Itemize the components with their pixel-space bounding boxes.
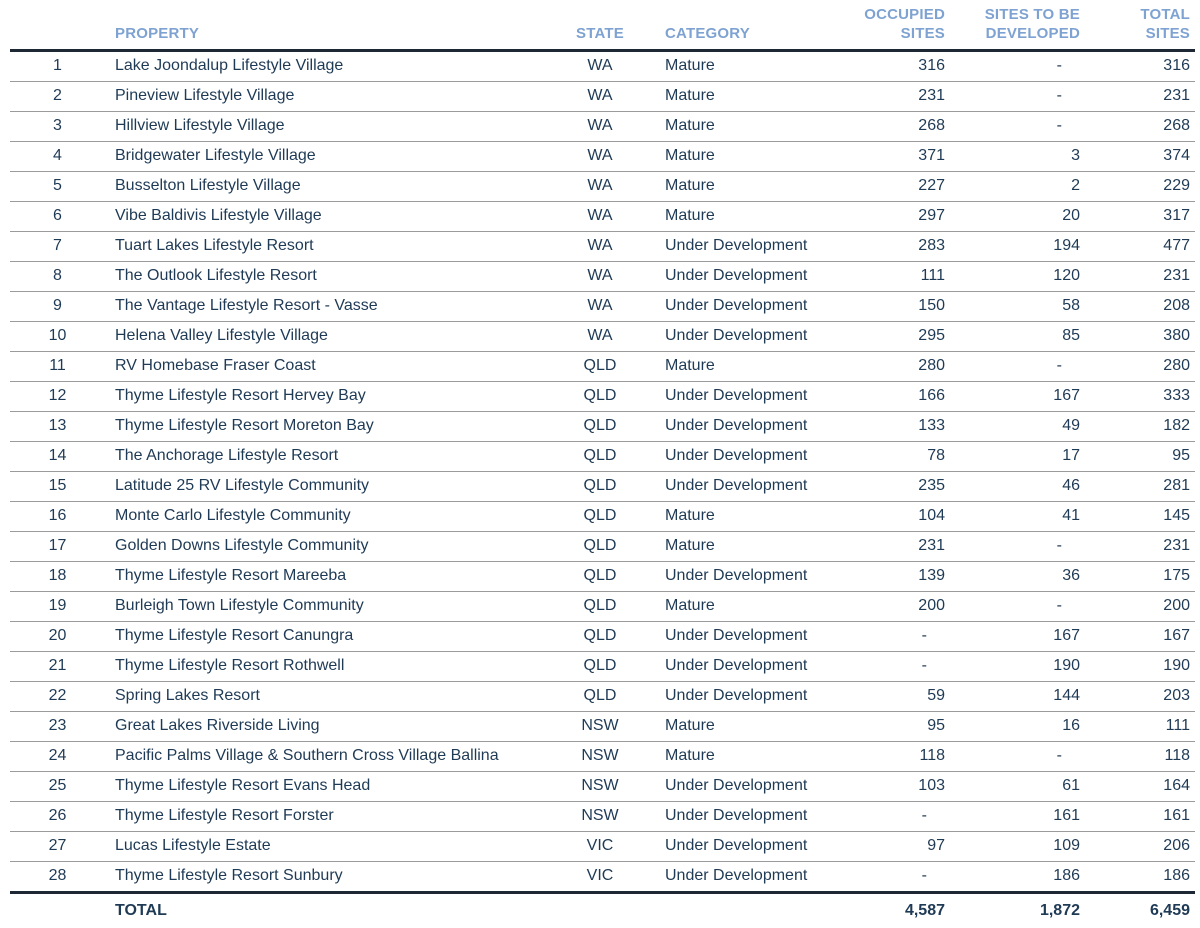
cell-total-sites: 231: [1085, 261, 1195, 291]
cell-occupied-sites: 268: [845, 111, 950, 141]
cell-category: Mature: [645, 501, 845, 531]
cell-total-sites: 268: [1085, 111, 1195, 141]
cell-property-name: The Vantage Lifestyle Resort - Vasse: [105, 291, 555, 321]
table-row: [10, 561, 1195, 591]
cell-sites-to-be-developed: 16: [950, 711, 1085, 741]
cell-property-name: Thyme Lifestyle Resort Rothwell: [105, 651, 555, 681]
cell-total-sites: 380: [1085, 321, 1195, 351]
cell-total-sites: 200: [1085, 591, 1195, 621]
table-row: [10, 831, 1195, 861]
cell-property-name: Lake Joondalup Lifestyle Village: [105, 50, 555, 81]
cell-row-number: 23: [10, 711, 105, 741]
cell-total-sites: 186: [1163, 867, 1190, 884]
table-row: [10, 171, 1195, 201]
cell-state: QLD: [555, 351, 645, 381]
table-row: [10, 651, 1195, 681]
cell-sites-to-be-developed: -: [950, 111, 1085, 141]
table-row: [10, 741, 1195, 771]
cell-property-name: Spring Lakes Resort: [105, 681, 555, 711]
cell-total-sites: 206: [1085, 831, 1195, 861]
col-header-property: [105, 2, 555, 50]
cell-category: Under Development: [645, 681, 845, 711]
cell-property-name: Great Lakes Riverside Living: [105, 711, 555, 741]
col-header-category-label: CATEGORY: [665, 24, 750, 42]
cell-row-number: 10: [10, 321, 105, 351]
cell-total-sites: 208: [1085, 291, 1195, 321]
cell-total-sites: 161: [1085, 801, 1195, 831]
cell-row-number: 13: [10, 411, 105, 441]
table-row: [10, 381, 1195, 411]
cell-sites-to-be-developed: -: [950, 591, 1085, 621]
cell-row-number: 22: [10, 681, 105, 711]
cell-sites-to-be-developed: 36: [950, 561, 1085, 591]
table-header: [10, 2, 1195, 50]
table-row: [10, 621, 1195, 651]
table-row: [10, 50, 1195, 81]
cell-row-number: 5: [10, 171, 105, 201]
cell-sites-to-be-developed: -: [950, 351, 1085, 381]
cell-total-sites: 111: [1085, 711, 1195, 741]
cell-property-name: Hillview Lifestyle Village: [105, 111, 555, 141]
cell-state: NSW: [555, 741, 645, 771]
cell-sites-to-be-developed: 49: [950, 411, 1085, 441]
table-row: [10, 411, 1195, 441]
cell-state: QLD: [555, 471, 645, 501]
cell-occupied-sites: -: [845, 651, 950, 681]
col-header-sites-to-be-developed: [950, 2, 1085, 50]
cell-category: Mature: [645, 111, 845, 141]
cell-row-number: 6: [10, 201, 105, 231]
cell-row-number: 8: [10, 261, 105, 291]
cell-sites-to-be-developed: 3: [950, 141, 1085, 171]
header-row: [10, 2, 1195, 50]
col-header-occupied-sites: [845, 2, 950, 50]
cell-property-name: Thyme Lifestyle Resort Hervey Bay: [105, 381, 555, 411]
cell-row-number: 3: [10, 111, 105, 141]
cell-state: QLD: [555, 381, 645, 411]
cell-state: QLD: [555, 681, 645, 711]
cell-occupied-sites: 118: [845, 741, 950, 771]
cell-occupied-sites: 103: [845, 771, 950, 801]
cell-state: QLD: [555, 501, 645, 531]
cell-total-sites: 374: [1085, 141, 1195, 171]
cell-state: WA: [555, 231, 645, 261]
cell-state: NSW: [555, 711, 645, 741]
cell-sites-to-be-developed: 186: [1053, 867, 1080, 884]
cell-state: WA: [555, 201, 645, 231]
cell-property-name: Pacific Palms Village & Southern Cross Village Ballina: [105, 741, 555, 771]
cell-row-number: 12: [10, 381, 105, 411]
table-row: [10, 591, 1195, 621]
cell-row-number: 20: [10, 621, 105, 651]
cell-category: Under Development: [665, 867, 808, 884]
cell-property-name: Thyme Lifestyle Resort Moreton Bay: [105, 411, 555, 441]
total-row-empty-num: [10, 892, 105, 928]
cell-total-sites: 167: [1085, 621, 1195, 651]
cell-occupied-sites: 59: [845, 681, 950, 711]
cell-total-sites: 145: [1085, 501, 1195, 531]
cell-row-number: 17: [10, 531, 105, 561]
table-row: [10, 261, 1195, 291]
cell-category: Under Development: [645, 381, 845, 411]
cell-total-sites: 95: [1085, 441, 1195, 471]
cell-state: NSW: [555, 771, 645, 801]
col-header-num: [10, 2, 105, 50]
table-row: [10, 231, 1195, 261]
cell-sites-to-be-developed: 2: [950, 171, 1085, 201]
total-sites-to-be-developed: 1,872: [1039, 901, 1080, 919]
cell-sites-to-be-developed: 194: [950, 231, 1085, 261]
cell-total-sites: 182: [1085, 411, 1195, 441]
col-header-occupied-line2: SITES: [900, 24, 945, 42]
total-total-sites: 6,459: [1149, 901, 1190, 919]
cell-sites-to-be-developed: 190: [950, 651, 1085, 681]
cell-occupied-sites: -: [845, 621, 950, 651]
cell-row-number: 18: [10, 561, 105, 591]
cell-total-sites: 317: [1085, 201, 1195, 231]
cell-sites-to-be-developed: 167: [950, 381, 1085, 411]
cell-occupied-sites: 371: [845, 141, 950, 171]
cell-sites-to-be-developed: 120: [950, 261, 1085, 291]
col-header-state: [555, 2, 645, 50]
cell-occupied-sites: -: [845, 801, 950, 831]
cell-occupied-sites: 78: [845, 441, 950, 471]
table-row: [10, 111, 1195, 141]
cell-state: QLD: [555, 561, 645, 591]
cell-row-number: 25: [10, 771, 105, 801]
cell-property-name: Latitude 25 RV Lifestyle Community: [105, 471, 555, 501]
cell-row-number: 11: [10, 351, 105, 381]
cell-state: VIC: [555, 831, 645, 861]
cell-property-name: Vibe Baldivis Lifestyle Village: [105, 201, 555, 231]
cell-state: QLD: [555, 591, 645, 621]
col-header-total-sites: [1085, 2, 1195, 50]
cell-state: QLD: [555, 441, 645, 471]
cell-state: QLD: [555, 411, 645, 441]
cell-total-sites: 231: [1085, 81, 1195, 111]
cell-row-number: 26: [10, 801, 105, 831]
cell-property-name: Pineview Lifestyle Village: [105, 81, 555, 111]
cell-state: VIC: [586, 867, 614, 884]
cell-category: Under Development: [645, 771, 845, 801]
col-header-total-line2: SITES: [1145, 24, 1190, 42]
cell-property-name: Thyme Lifestyle Resort Mareeba: [105, 561, 555, 591]
table-row: [10, 351, 1195, 381]
cell-row-number: 7: [10, 231, 105, 261]
cell-occupied-sites: 97: [845, 831, 950, 861]
total-row-label: TOTAL: [115, 901, 167, 919]
cell-state: QLD: [555, 531, 645, 561]
cell-row-number: 16: [10, 501, 105, 531]
cell-occupied-sites: 95: [845, 711, 950, 741]
table-row: [10, 201, 1195, 231]
cell-property-name: The Outlook Lifestyle Resort: [105, 261, 555, 291]
cell-category: Under Development: [645, 561, 845, 591]
cell-total-sites: 203: [1085, 681, 1195, 711]
cell-total-sites: 118: [1085, 741, 1195, 771]
cell-category: Under Development: [645, 651, 845, 681]
cell-category: Under Development: [645, 441, 845, 471]
cell-property-name: Tuart Lakes Lifestyle Resort: [105, 231, 555, 261]
cell-property-name: Thyme Lifestyle Resort Sunbury: [115, 867, 343, 884]
cell-state: WA: [555, 141, 645, 171]
cell-row-number: 19: [10, 591, 105, 621]
total-row-empty-state: [555, 892, 645, 928]
cell-occupied-sites: 231: [845, 81, 950, 111]
table-row: [10, 681, 1195, 711]
table-row: [10, 441, 1195, 471]
cell-state: WA: [555, 81, 645, 111]
table-row: [10, 771, 1195, 801]
col-header-state-label: STATE: [576, 24, 624, 42]
total-occupied-sites: 4,587: [904, 901, 945, 919]
cell-property-name: Golden Downs Lifestyle Community: [105, 531, 555, 561]
cell-category: Under Development: [645, 231, 845, 261]
cell-category: Under Development: [645, 471, 845, 501]
cell-category: Mature: [645, 711, 845, 741]
table-row: [10, 711, 1195, 741]
cell-occupied-sites: 200: [845, 591, 950, 621]
cell-property-name: Monte Carlo Lifestyle Community: [105, 501, 555, 531]
cell-total-sites: 175: [1085, 561, 1195, 591]
cell-sites-to-be-developed: 161: [950, 801, 1085, 831]
total-row: [10, 892, 1195, 928]
cell-total-sites: 280: [1085, 351, 1195, 381]
cell-category: Mature: [645, 201, 845, 231]
cell-category: Under Development: [645, 831, 845, 861]
cell-occupied-sites: 150: [845, 291, 950, 321]
table-body: [10, 50, 1195, 892]
cell-sites-to-be-developed: 58: [950, 291, 1085, 321]
cell-sites-to-be-developed: 20: [950, 201, 1085, 231]
table-row: [10, 141, 1195, 171]
table-row: [10, 531, 1195, 561]
cell-category: Mature: [645, 591, 845, 621]
cell-row-number: 4: [10, 141, 105, 171]
cell-total-sites: 281: [1085, 471, 1195, 501]
cell-sites-to-be-developed: 41: [950, 501, 1085, 531]
cell-occupied-sites: 104: [845, 501, 950, 531]
cell-property-name: Thyme Lifestyle Resort Evans Head: [105, 771, 555, 801]
cell-state: NSW: [555, 801, 645, 831]
cell-occupied-sites: 297: [845, 201, 950, 231]
cell-state: QLD: [555, 651, 645, 681]
table-footer: [10, 892, 1195, 928]
cell-property-name: The Anchorage Lifestyle Resort: [105, 441, 555, 471]
cell-property-name: Bridgewater Lifestyle Village: [105, 141, 555, 171]
cell-row-number: 27: [10, 831, 105, 861]
col-header-developed-line1: SITES TO BE: [984, 6, 1080, 23]
cell-category: Mature: [645, 171, 845, 201]
table-row: [10, 801, 1195, 831]
cell-occupied-sites: 133: [845, 411, 950, 441]
cell-state: QLD: [555, 621, 645, 651]
cell-sites-to-be-developed: 167: [950, 621, 1085, 651]
table-row: [10, 861, 1195, 892]
cell-sites-to-be-developed: -: [950, 531, 1085, 561]
cell-row-number: 14: [10, 441, 105, 471]
cell-occupied-sites: 295: [845, 321, 950, 351]
cell-total-sites: 333: [1085, 381, 1195, 411]
cell-sites-to-be-developed: 144: [950, 681, 1085, 711]
cell-sites-to-be-developed: 109: [950, 831, 1085, 861]
cell-occupied-sites: 235: [845, 471, 950, 501]
table-row: [10, 321, 1195, 351]
cell-category: Mature: [645, 741, 845, 771]
property-sites-table: [10, 2, 1195, 928]
table-row: [10, 291, 1195, 321]
table-row: [10, 471, 1195, 501]
cell-occupied-sites: 139: [845, 561, 950, 591]
cell-total-sites: 231: [1085, 531, 1195, 561]
cell-category: Under Development: [645, 411, 845, 441]
cell-category: Mature: [645, 531, 845, 561]
cell-sites-to-be-developed: 46: [950, 471, 1085, 501]
cell-category: Under Development: [645, 801, 845, 831]
cell-state: WA: [555, 321, 645, 351]
cell-total-sites: 316: [1085, 50, 1195, 81]
col-header-total-line1: TOTAL: [1140, 6, 1190, 23]
cell-occupied-sites: 111: [845, 261, 950, 291]
cell-property-name: Thyme Lifestyle Resort Forster: [105, 801, 555, 831]
cell-category: Mature: [645, 141, 845, 171]
cell-category: Under Development: [645, 291, 845, 321]
cell-total-sites: 190: [1085, 651, 1195, 681]
cell-sites-to-be-developed: 61: [950, 771, 1085, 801]
cell-occupied-sites: 280: [845, 351, 950, 381]
cell-property-name: Helena Valley Lifestyle Village: [105, 321, 555, 351]
col-header-property-label: PROPERTY: [115, 24, 200, 42]
cell-occupied-sites: 227: [845, 171, 950, 201]
cell-total-sites: 164: [1085, 771, 1195, 801]
col-header-occupied-line1: OCCUPIED: [864, 6, 945, 23]
cell-category: Under Development: [645, 621, 845, 651]
cell-category: Mature: [645, 50, 845, 81]
cell-total-sites: 229: [1085, 171, 1195, 201]
cell-sites-to-be-developed: -: [950, 741, 1085, 771]
cell-sites-to-be-developed: 85: [950, 321, 1085, 351]
cell-property-name: Lucas Lifestyle Estate: [105, 831, 555, 861]
col-header-developed-line2: DEVELOPED: [985, 24, 1080, 42]
cell-category: Mature: [645, 81, 845, 111]
cell-row-number: 9: [10, 291, 105, 321]
cell-property-name: RV Homebase Fraser Coast: [105, 351, 555, 381]
cell-occupied-sites: 283: [845, 231, 950, 261]
cell-property-name: Burleigh Town Lifestyle Community: [105, 591, 555, 621]
cell-occupied-sites: 231: [845, 531, 950, 561]
cell-property-name: Busselton Lifestyle Village: [105, 171, 555, 201]
cell-occupied-sites: -: [921, 867, 927, 884]
table-row: [10, 501, 1195, 531]
cell-row-number: 21: [10, 651, 105, 681]
total-row-empty-category: [645, 892, 845, 928]
cell-state: WA: [555, 261, 645, 291]
col-header-category: [645, 2, 845, 50]
cell-row-number: 24: [10, 741, 105, 771]
cell-category: Mature: [645, 351, 845, 381]
cell-state: WA: [555, 50, 645, 81]
cell-total-sites: 477: [1085, 231, 1195, 261]
cell-state: WA: [555, 291, 645, 321]
cell-sites-to-be-developed: -: [950, 50, 1085, 81]
cell-sites-to-be-developed: 17: [950, 441, 1085, 471]
cell-state: WA: [555, 111, 645, 141]
cell-row-number: 28: [48, 867, 67, 884]
cell-sites-to-be-developed: -: [950, 81, 1085, 111]
cell-row-number: 1: [10, 50, 105, 81]
cell-row-number: 15: [10, 471, 105, 501]
cell-category: Under Development: [645, 321, 845, 351]
cell-occupied-sites: 316: [845, 50, 950, 81]
cell-category: Under Development: [645, 261, 845, 291]
cell-occupied-sites: 166: [845, 381, 950, 411]
cell-property-name: Thyme Lifestyle Resort Canungra: [105, 621, 555, 651]
cell-row-number: 2: [10, 81, 105, 111]
table-row: [10, 81, 1195, 111]
cell-state: WA: [555, 171, 645, 201]
